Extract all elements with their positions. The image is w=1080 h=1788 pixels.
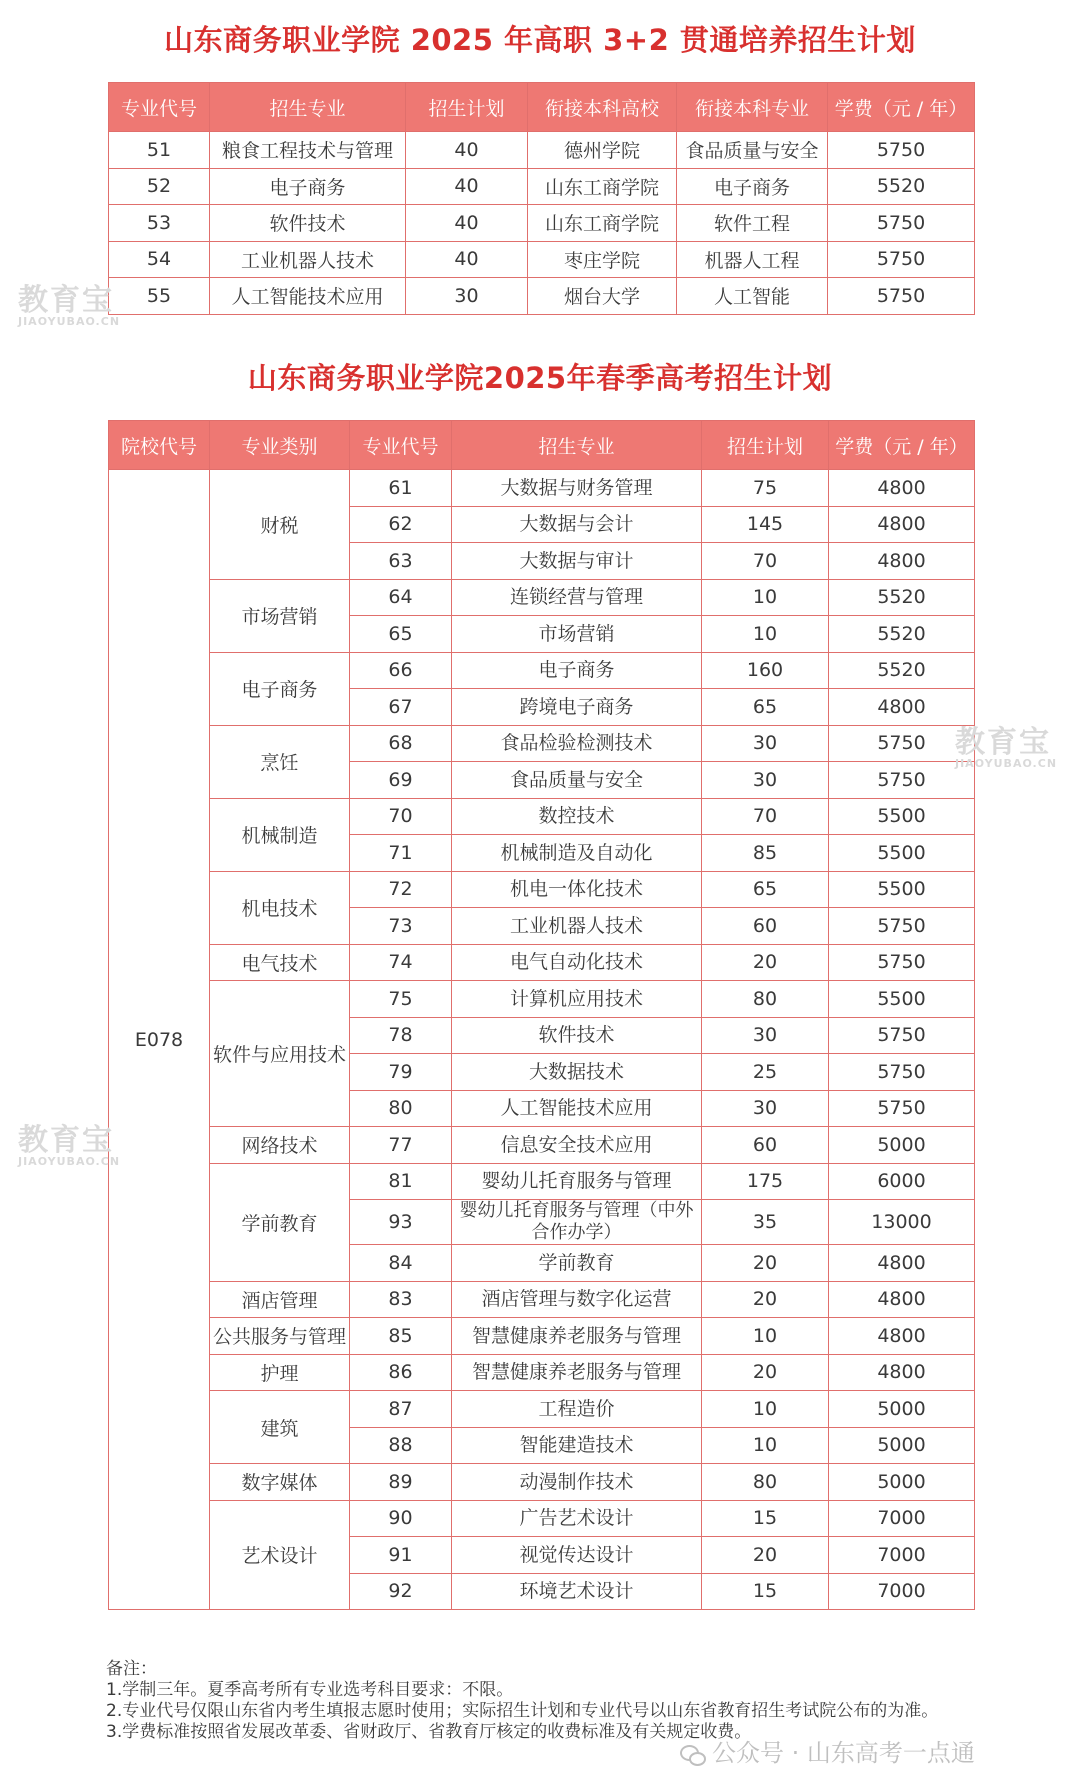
note-item: 3.学费标准按照省发展改革委、省财政厅、省教育厅核定的收费标准及有关规定收费。 (106, 1722, 752, 1742)
major-name-cell: 数控技术 (452, 798, 702, 835)
table-row (109, 1391, 975, 1428)
major-code-cell: 66 (350, 652, 452, 689)
major-name-cell: 人工智能技术应用 (452, 1090, 702, 1127)
plan-count-cell: 65 (702, 871, 829, 908)
tuition-cell: 7000 (829, 1537, 975, 1574)
table-row (109, 470, 975, 507)
major-name-cell: 智慧健康养老服务与管理 (452, 1354, 702, 1391)
major-code-cell: 90 (350, 1500, 452, 1537)
table-row (109, 278, 975, 315)
category-cell: 机械制造 (210, 798, 350, 871)
category-cell: 烹饪 (210, 725, 350, 798)
table-cell: 51 (109, 132, 210, 169)
major-code-cell: 64 (350, 579, 452, 616)
major-name-cell: 计算机应用技术 (452, 981, 702, 1018)
column-header: 专业代号 (350, 421, 452, 470)
major-name-cell: 智慧健康养老服务与管理 (452, 1318, 702, 1355)
major-code-cell: 79 (350, 1054, 452, 1091)
major-name-cell: 大数据与审计 (452, 543, 702, 580)
table-cell: 德州学院 (528, 132, 677, 169)
tuition-cell: 5500 (829, 981, 975, 1018)
tuition-cell: 4800 (829, 1318, 975, 1355)
major-name-cell: 智能建造技术 (452, 1427, 702, 1464)
plan-count-cell: 20 (702, 1245, 829, 1282)
plan-count-cell: 85 (702, 835, 829, 872)
major-code-cell: 71 (350, 835, 452, 872)
major-code-cell: 88 (350, 1427, 452, 1464)
major-name-cell: 广告艺术设计 (452, 1500, 702, 1537)
table-cell: 5750 (828, 241, 975, 278)
table-cell: 5750 (828, 205, 975, 242)
major-code-cell: 75 (350, 981, 452, 1018)
wechat-account-watermark: 公众号 · 山东高考一点通 (680, 1733, 975, 1768)
column-header: 学费（元 / 年） (829, 421, 975, 470)
tuition-cell: 4800 (829, 689, 975, 726)
plan-count-cell: 10 (702, 579, 829, 616)
major-code-cell: 83 (350, 1281, 452, 1318)
major-code-cell: 63 (350, 543, 452, 580)
major-code-cell: 80 (350, 1090, 452, 1127)
table-cell: 53 (109, 205, 210, 242)
table-row (109, 205, 975, 242)
tuition-cell: 13000 (829, 1200, 975, 1245)
major-code-cell: 70 (350, 798, 452, 835)
major-name-cell: 工业机器人技术 (452, 908, 702, 945)
column-header: 招生计划 (406, 83, 528, 132)
plan-count-cell: 15 (702, 1573, 829, 1610)
table-header-row (109, 83, 975, 132)
table-cell: 机器人工程 (677, 241, 828, 278)
table-row (109, 1464, 975, 1501)
tuition-cell: 4800 (829, 543, 975, 580)
note-item: 1.学制三年。夏季高考所有专业选考科目要求：不限。 (106, 1680, 514, 1700)
tuition-cell: 5500 (829, 798, 975, 835)
tuition-cell: 5750 (829, 1017, 975, 1054)
table-cell: 电子商务 (210, 168, 406, 205)
tuition-cell: 5000 (829, 1427, 975, 1464)
table-row (109, 132, 975, 169)
category-cell: 学前教育 (210, 1163, 350, 1281)
watermark-logo: 教育宝 JIAOYUBAO.CN (18, 1123, 121, 1168)
plan-count-cell: 60 (702, 1127, 829, 1164)
major-code-cell: 81 (350, 1163, 452, 1200)
table-row (109, 1354, 975, 1391)
table-cell: 枣庄学院 (528, 241, 677, 278)
plan-count-cell: 30 (702, 1090, 829, 1127)
table-row (109, 1500, 975, 1537)
major-code-cell: 69 (350, 762, 452, 799)
column-header: 学费（元 / 年） (828, 83, 975, 132)
plan-count-cell: 10 (702, 1391, 829, 1428)
major-code-cell: 84 (350, 1245, 452, 1282)
plan-count-cell: 30 (702, 1017, 829, 1054)
major-code-cell: 89 (350, 1464, 452, 1501)
category-cell: 护理 (210, 1354, 350, 1391)
major-code-cell: 74 (350, 944, 452, 981)
tuition-cell: 5750 (829, 1054, 975, 1091)
major-code-cell: 85 (350, 1318, 452, 1355)
table-row (109, 798, 975, 835)
tuition-cell: 6000 (829, 1163, 975, 1200)
plan-count-cell: 145 (702, 506, 829, 543)
plan-count-cell: 65 (702, 689, 829, 726)
tuition-cell: 5500 (829, 835, 975, 872)
tuition-cell: 5750 (829, 908, 975, 945)
table-cell: 40 (406, 205, 528, 242)
major-name-cell: 跨境电子商务 (452, 689, 702, 726)
major-code-cell: 62 (350, 506, 452, 543)
plan-count-cell: 20 (702, 1281, 829, 1318)
major-name-cell: 食品检验检测技术 (452, 725, 702, 762)
plan-count-cell: 80 (702, 1464, 829, 1501)
tuition-cell: 5750 (829, 1090, 975, 1127)
major-name-cell: 婴幼儿托育服务与管理 (452, 1163, 702, 1200)
table-row (109, 1163, 975, 1200)
table-cell: 烟台大学 (528, 278, 677, 315)
major-name-cell: 大数据与财务管理 (452, 470, 702, 507)
major-code-cell: 68 (350, 725, 452, 762)
table-cell: 工业机器人技术 (210, 241, 406, 278)
table-row (109, 981, 975, 1018)
table-cell: 52 (109, 168, 210, 205)
table-cell: 55 (109, 278, 210, 315)
major-name-cell: 连锁经营与管理 (452, 579, 702, 616)
major-name-cell: 市场营销 (452, 616, 702, 653)
major-name-cell: 电气自动化技术 (452, 944, 702, 981)
column-header: 专业代号 (109, 83, 210, 132)
table-cell: 40 (406, 132, 528, 169)
plan-count-cell: 35 (702, 1200, 829, 1245)
table-row (109, 871, 975, 908)
notes-heading: 备注： (106, 1659, 157, 1679)
tuition-cell: 5000 (829, 1127, 975, 1164)
tuition-cell: 4800 (829, 1281, 975, 1318)
major-name-cell: 大数据技术 (452, 1054, 702, 1091)
tuition-cell: 5000 (829, 1464, 975, 1501)
table-cell: 人工智能 (677, 278, 828, 315)
plan-count-cell: 20 (702, 944, 829, 981)
column-header: 招生专业 (210, 83, 406, 132)
major-code-cell: 72 (350, 871, 452, 908)
table-row (109, 579, 975, 616)
category-cell: 市场营销 (210, 579, 350, 652)
tuition-cell: 5750 (829, 725, 975, 762)
table-cell: 30 (406, 278, 528, 315)
major-code-cell: 93 (350, 1200, 452, 1245)
plan-count-cell: 70 (702, 798, 829, 835)
plan-count-cell: 80 (702, 981, 829, 1018)
plan-count-cell: 30 (702, 762, 829, 799)
category-cell: 建筑 (210, 1391, 350, 1464)
watermark-logo: 教育宝 JIAOYUBAO.CN (18, 283, 121, 328)
major-name-cell: 婴幼儿托育服务与管理（中外合作办学） (452, 1200, 702, 1245)
table-row (109, 241, 975, 278)
tuition-cell: 4800 (829, 506, 975, 543)
category-cell: 财税 (210, 470, 350, 580)
tuition-cell: 5520 (829, 616, 975, 653)
table-cell: 40 (406, 168, 528, 205)
table-cell: 54 (109, 241, 210, 278)
major-name-cell: 酒店管理与数字化运营 (452, 1281, 702, 1318)
major-name-cell: 学前教育 (452, 1245, 702, 1282)
category-cell: 酒店管理 (210, 1281, 350, 1318)
major-name-cell: 工程造价 (452, 1391, 702, 1428)
column-header: 专业类别 (210, 421, 350, 470)
major-code-cell: 86 (350, 1354, 452, 1391)
category-cell: 机电技术 (210, 871, 350, 944)
table-row (109, 168, 975, 205)
major-code-cell: 65 (350, 616, 452, 653)
table-cell: 软件工程 (677, 205, 828, 242)
plan-count-cell: 175 (702, 1163, 829, 1200)
column-header: 招生专业 (452, 421, 702, 470)
table-cell: 40 (406, 241, 528, 278)
plan-count-cell: 10 (702, 1318, 829, 1355)
major-code-cell: 77 (350, 1127, 452, 1164)
table-row (109, 1281, 975, 1318)
plan-count-cell: 15 (702, 1500, 829, 1537)
table-row (109, 1127, 975, 1164)
table-cell: 人工智能技术应用 (210, 278, 406, 315)
note-item: 2.专业代号仅限山东省内考生填报志愿时使用；实际招生计划和专业代号以山东省教育招生考试院公布的为准。 (106, 1701, 939, 1721)
major-code-cell: 87 (350, 1391, 452, 1428)
category-cell: 电子商务 (210, 652, 350, 725)
plan-count-cell: 70 (702, 543, 829, 580)
table-cell: 食品质量与安全 (677, 132, 828, 169)
category-cell: 电气技术 (210, 944, 350, 981)
plan-title-spring: 山东商务职业学院2025年春季高考招生计划 (247, 361, 833, 395)
category-cell: 软件与应用技术 (210, 981, 350, 1127)
major-name-cell: 动漫制作技术 (452, 1464, 702, 1501)
category-cell: 数字媒体 (210, 1464, 350, 1501)
tuition-cell: 4800 (829, 1354, 975, 1391)
table-row (109, 944, 975, 981)
tuition-cell: 5750 (829, 762, 975, 799)
column-header: 衔接本科专业 (677, 83, 828, 132)
major-code-cell: 73 (350, 908, 452, 945)
notes-section (106, 1659, 986, 1743)
tuition-cell: 5500 (829, 871, 975, 908)
major-name-cell: 电子商务 (452, 652, 702, 689)
major-name-cell: 环境艺术设计 (452, 1573, 702, 1610)
major-code-cell: 92 (350, 1573, 452, 1610)
tuition-cell: 7000 (829, 1573, 975, 1610)
column-header: 院校代号 (109, 421, 210, 470)
school-code-cell: E078 (109, 470, 210, 1610)
table-cell: 5520 (828, 168, 975, 205)
table-spring-plan (108, 420, 975, 1610)
major-code-cell: 67 (350, 689, 452, 726)
table-row (109, 652, 975, 689)
table-cell: 山东工商学院 (528, 205, 677, 242)
major-code-cell: 61 (350, 470, 452, 507)
plan-count-cell: 10 (702, 1427, 829, 1464)
column-header: 招生计划 (702, 421, 829, 470)
table-cell: 软件技术 (210, 205, 406, 242)
table-header-row (109, 421, 975, 470)
major-name-cell: 软件技术 (452, 1017, 702, 1054)
plan-count-cell: 30 (702, 725, 829, 762)
tuition-cell: 5750 (829, 944, 975, 981)
table-cell: 粮食工程技术与管理 (210, 132, 406, 169)
table-row (109, 725, 975, 762)
table-cell: 山东工商学院 (528, 168, 677, 205)
table-row (109, 1318, 975, 1355)
category-cell: 艺术设计 (210, 1500, 350, 1610)
tuition-cell: 5520 (829, 579, 975, 616)
category-cell: 公共服务与管理 (210, 1318, 350, 1355)
table-cell: 电子商务 (677, 168, 828, 205)
major-name-cell: 视觉传达设计 (452, 1537, 702, 1574)
major-code-cell: 91 (350, 1537, 452, 1574)
tuition-cell: 4800 (829, 470, 975, 507)
plan-count-cell: 20 (702, 1354, 829, 1391)
category-cell: 网络技术 (210, 1127, 350, 1164)
plan-count-cell: 20 (702, 1537, 829, 1574)
tuition-cell: 7000 (829, 1500, 975, 1537)
major-name-cell: 机械制造及自动化 (452, 835, 702, 872)
plan-count-cell: 60 (702, 908, 829, 945)
wechat-icon (680, 1743, 706, 1765)
column-header: 衔接本科高校 (528, 83, 677, 132)
major-name-cell: 机电一体化技术 (452, 871, 702, 908)
major-code-cell: 78 (350, 1017, 452, 1054)
tuition-cell: 5000 (829, 1391, 975, 1428)
plan-count-cell: 25 (702, 1054, 829, 1091)
major-name-cell: 大数据与会计 (452, 506, 702, 543)
plan-count-cell: 10 (702, 616, 829, 653)
plan-count-cell: 75 (702, 470, 829, 507)
plan-count-cell: 160 (702, 652, 829, 689)
table-3plus2-plan (108, 82, 975, 315)
major-name-cell: 食品质量与安全 (452, 762, 702, 799)
tuition-cell: 5520 (829, 652, 975, 689)
major-name-cell: 信息安全技术应用 (452, 1127, 702, 1164)
plan-title-3plus2: 山东商务职业学院 2025 年高职 3+2 贯通培养招生计划 (164, 23, 916, 57)
table-cell: 5750 (828, 278, 975, 315)
table-cell: 5750 (828, 132, 975, 169)
tuition-cell: 4800 (829, 1245, 975, 1282)
watermark-logo: 教育宝 JIAOYUBAO.CN (955, 725, 1058, 770)
